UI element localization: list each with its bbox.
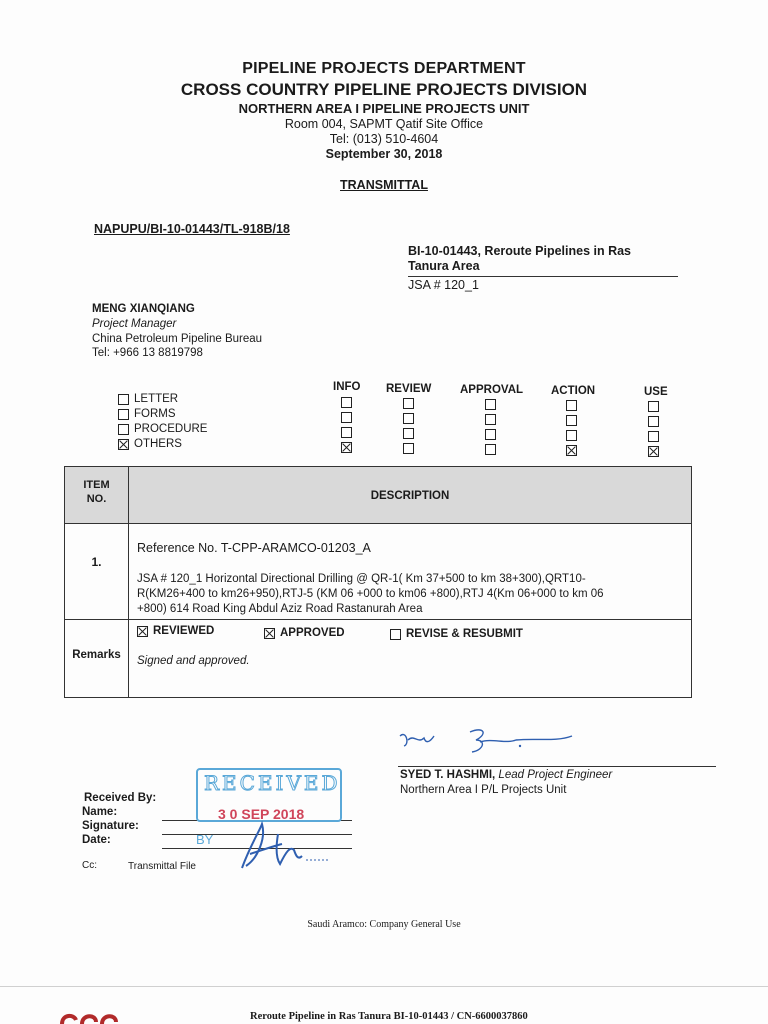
table-row-divider: [65, 619, 691, 620]
receiver-signature: [232, 816, 332, 876]
remarks-text: Signed and approved.: [137, 655, 250, 667]
remarks-label: Remarks: [72, 649, 121, 661]
checkbox-use-4[interactable]: [648, 446, 659, 457]
checkbox-use-1[interactable]: [648, 401, 659, 412]
description-line2: R(KM26+400 to km26+950),RTJ-5 (KM 06 +000 to km06 +800),RTJ 4(Km 06+000 to km 06: [137, 588, 604, 600]
project-title-line2: Tanura Area: [408, 259, 480, 273]
signature-line: [398, 766, 716, 767]
recipient-org: China Petroleum Pipeline Bureau: [92, 333, 263, 345]
column-action: ACTION: [551, 385, 596, 397]
document-type-title: TRANSMITTAL: [340, 178, 428, 192]
column-review: REVIEW: [386, 383, 432, 395]
cc-value: Transmittal File: [128, 861, 196, 872]
signatory-role: Lead Project Engineer: [498, 769, 613, 781]
received-name-label: Name:: [82, 806, 118, 818]
doc-type-procedure: PROCEDURE: [134, 423, 208, 435]
doc-type-forms: FORMS: [134, 408, 176, 420]
description-line3: +800) 614 Road King Abdul Aziz Road Rastanurah Area: [137, 603, 423, 615]
stamp-by: BY: [196, 832, 214, 847]
checkbox-approval-1[interactable]: [485, 399, 496, 410]
checkbox-action-1[interactable]: [566, 400, 577, 411]
classification-footer: Saudi Aramco: Company General Use: [307, 919, 461, 930]
header-item-line2: NO.: [86, 493, 107, 505]
transmittal-table: [64, 466, 692, 698]
doc-type-letter: LETTER: [134, 393, 179, 405]
checkbox-info-2[interactable]: [341, 412, 352, 423]
checkbox-review-2[interactable]: [403, 413, 414, 424]
project-jsa: JSA # 120_1: [408, 278, 479, 292]
checkbox-info-3[interactable]: [341, 427, 352, 438]
document-date: September 30, 2018: [325, 147, 443, 161]
department-title: PIPELINE PROJECTS DEPARTMENT: [242, 60, 526, 77]
recipient-tel: Tel: +966 13 8819798: [92, 347, 203, 359]
checkbox-approved[interactable]: [264, 628, 275, 639]
checkbox-revise-resubmit[interactable]: [390, 629, 401, 640]
signatory-name: SYED T. HASHMI,: [400, 769, 496, 781]
signatory-block: [400, 769, 612, 781]
status-approved: APPROVED: [280, 627, 345, 639]
unit-title: NORTHERN AREA I PIPELINE PROJECTS UNIT: [238, 101, 530, 116]
checkbox-letter[interactable]: [118, 394, 129, 405]
checkbox-action-3[interactable]: [566, 430, 577, 441]
page-break: [0, 986, 768, 987]
project-title-line1: BI-10-01443, Reroute Pipelines in Ras: [408, 244, 632, 258]
header-description: DESCRIPTION: [370, 490, 450, 502]
checkbox-reviewed[interactable]: [137, 626, 148, 637]
engineer-signature: [396, 722, 596, 762]
checkbox-approval-2[interactable]: [485, 414, 496, 425]
transmittal-reference-code: NAPUPU/BI-10-01443/TL-918B/18: [94, 222, 290, 236]
stamp-date: 3 0 SEP 2018: [218, 806, 305, 822]
division-title: CROSS COUNTRY PIPELINE PROJECTS DIVISION: [180, 80, 588, 99]
recipient-title: Project Manager: [92, 318, 177, 330]
reference-number: Reference No. T-CPP-ARAMCO-01203_A: [137, 541, 371, 555]
column-approval: APPROVAL: [460, 384, 524, 396]
header-item-line1: ITEM: [83, 479, 110, 491]
description-line1: JSA # 120_1 Horizontal Directional Drilling @ QR-1( Km 37+500 to km 38+300),QRT10-: [137, 573, 586, 585]
received-signature-label: Signature:: [82, 820, 139, 832]
checkbox-forms[interactable]: [118, 409, 129, 420]
received-by-title: Received By:: [84, 792, 157, 804]
checkbox-review-4[interactable]: [403, 443, 414, 454]
checkbox-review-3[interactable]: [403, 428, 414, 439]
column-use: USE: [644, 386, 668, 398]
checkbox-approval-4[interactable]: [485, 444, 496, 455]
office-tel: Tel: (013) 510-4604: [329, 132, 439, 146]
office-room: Room 004, SAPMT Qatif Site Office: [284, 117, 484, 131]
checkbox-procedure[interactable]: [118, 424, 129, 435]
checkbox-use-3[interactable]: [648, 431, 659, 442]
recipient-name: MENG XIANQIANG: [92, 303, 195, 315]
item-number: 1.: [91, 555, 102, 569]
next-page-title: Reroute Pipeline in Ras Tanura BI-10-01443 / CN-6600037860: [250, 1011, 528, 1022]
company-logo: [58, 1008, 130, 1024]
status-reviewed: REVIEWED: [153, 625, 215, 637]
checkbox-review-1[interactable]: [403, 398, 414, 409]
status-revise-resubmit: REVISE & RESUBMIT: [406, 628, 523, 640]
checkbox-action-2[interactable]: [566, 415, 577, 426]
received-date-label: Date:: [82, 834, 111, 846]
doc-type-others: OTHERS: [134, 438, 182, 450]
stamp-received-word: RECEIVED: [204, 771, 341, 795]
checkbox-action-4[interactable]: [566, 445, 577, 456]
checkbox-info-1[interactable]: [341, 397, 352, 408]
project-divider: [408, 276, 678, 277]
checkbox-info-4[interactable]: [341, 442, 352, 453]
checkbox-approval-3[interactable]: [485, 429, 496, 440]
column-info: INFO: [333, 381, 361, 393]
checkbox-others[interactable]: [118, 439, 129, 450]
cc-label: Cc:: [82, 860, 97, 871]
checkbox-use-2[interactable]: [648, 416, 659, 427]
signatory-unit: Northern Area I P/L Projects Unit: [400, 784, 567, 796]
